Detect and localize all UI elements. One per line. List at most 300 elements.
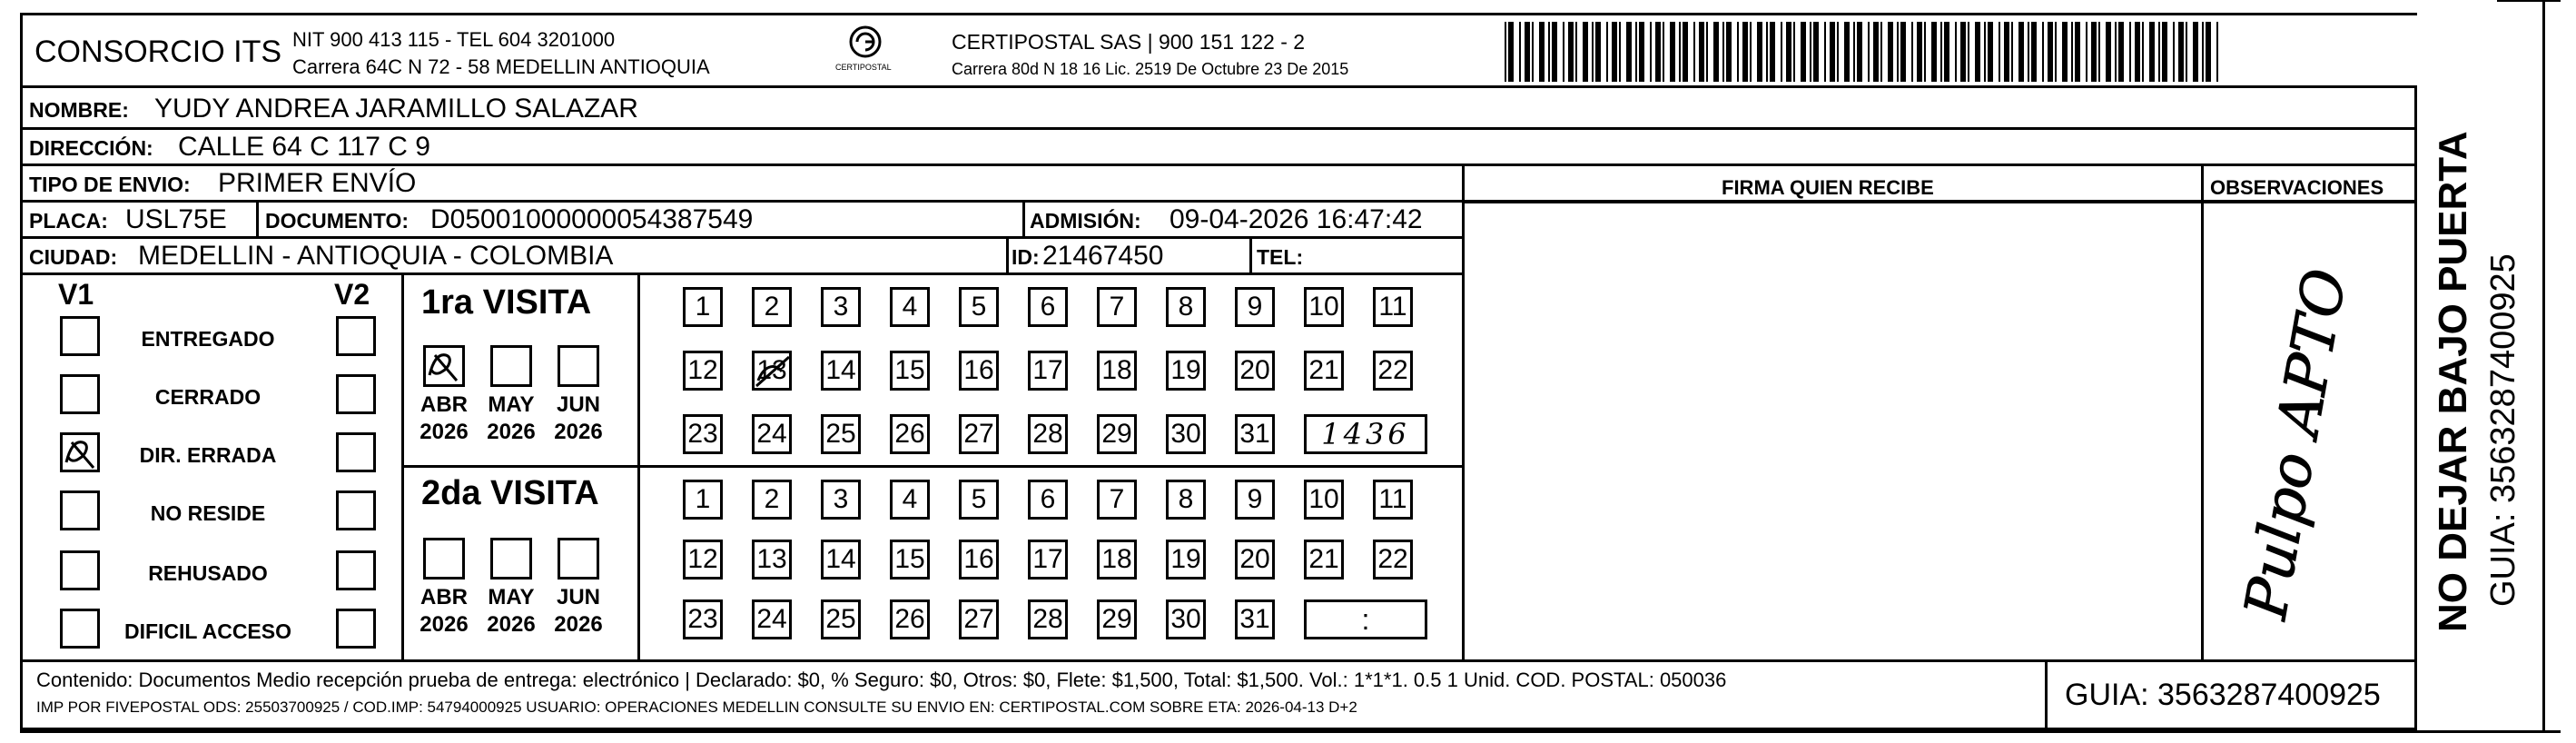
day-number: 5 xyxy=(971,484,987,514)
side-warning: NO DEJAR BAJO PUERTA xyxy=(2431,131,2475,632)
barcode-bar xyxy=(1742,22,1748,82)
first-visit-day-23[interactable] xyxy=(683,414,723,454)
barcode-bar xyxy=(1525,22,1530,82)
day-number: 30 xyxy=(1170,419,1201,449)
recipient-name: YUDY ANDREA JARAMILLO SALAZAR xyxy=(154,94,638,124)
first-visit-day-2[interactable] xyxy=(752,287,792,327)
day-number: 16 xyxy=(963,355,994,385)
barcode-bar xyxy=(1944,22,1949,82)
barcode-bar xyxy=(1837,22,1839,82)
barcode-bar xyxy=(1770,22,1775,82)
first-visit-day-28[interactable] xyxy=(1028,414,1068,454)
first-visit-day-26[interactable] xyxy=(890,414,930,454)
v2-checkbox-2[interactable] xyxy=(336,374,376,414)
year-label: 2026 xyxy=(419,420,469,444)
plate-label: PLACA: xyxy=(29,209,108,233)
first-visit-day-14[interactable] xyxy=(821,351,861,391)
second-visit-day-8[interactable] xyxy=(1166,480,1206,520)
barcode-bar xyxy=(1766,22,1768,82)
day-number: 26 xyxy=(894,419,925,449)
second-visit-day-11[interactable] xyxy=(1373,480,1413,520)
barcode-bar xyxy=(1900,22,1906,82)
barcode-bar xyxy=(2028,22,2029,82)
first-visit-time-handwritten: 1436 xyxy=(1321,417,1410,451)
first-visit-day-27[interactable] xyxy=(959,414,999,454)
barcode-bar xyxy=(2193,22,2198,82)
barcode-bar xyxy=(1626,22,1632,82)
barcode-bar xyxy=(1940,22,1942,82)
barcode-bar xyxy=(1699,22,1704,82)
day-number: 17 xyxy=(1032,355,1063,385)
first-visit-day-1[interactable] xyxy=(683,287,723,327)
second-visit-title: 2da VISITA xyxy=(421,474,599,512)
barcode-bar xyxy=(1619,22,1621,82)
barcode-bar xyxy=(2062,22,2068,82)
first-visit-day-6[interactable] xyxy=(1028,287,1068,327)
barcode-bar xyxy=(2129,22,2131,82)
day-number: 21 xyxy=(1308,544,1339,574)
first-visit-day-11[interactable] xyxy=(1373,287,1413,327)
day-number: 2 xyxy=(764,484,780,514)
handwritten-check-mark xyxy=(426,348,462,384)
barcode-bar xyxy=(1931,22,1937,82)
barcode-bar xyxy=(1844,22,1850,82)
first-visit-day-4[interactable] xyxy=(890,287,930,327)
barcode-bar xyxy=(2098,22,2100,82)
month-label: MAY xyxy=(488,392,535,417)
day-number: 7 xyxy=(1109,292,1125,322)
barcode-bar xyxy=(1917,22,1922,82)
first-visit-day-30[interactable] xyxy=(1166,414,1206,454)
shipping-type: PRIMER ENVÍO xyxy=(218,168,417,198)
company-name: CONSORCIO ITS xyxy=(35,35,282,69)
barcode-bar xyxy=(2018,22,2024,82)
day-number: 31 xyxy=(1239,419,1270,449)
year-label: 2026 xyxy=(487,612,536,637)
barcode-bar xyxy=(2042,22,2044,82)
first-visit-day-19[interactable] xyxy=(1166,351,1206,391)
second-visit-day-30[interactable] xyxy=(1166,599,1206,639)
second-visit-day-19[interactable] xyxy=(1166,540,1206,580)
v1-checkbox-4[interactable] xyxy=(60,490,100,530)
phone-label: TEL: xyxy=(1257,245,1304,269)
v2-checkbox-3[interactable] xyxy=(336,432,376,472)
barcode-bar xyxy=(1813,22,1819,82)
first-visit-day-21[interactable] xyxy=(1304,351,1344,391)
barcode-bar xyxy=(1663,22,1664,82)
first-visit-day-25[interactable] xyxy=(821,414,861,454)
second-visit-day-16[interactable] xyxy=(959,540,999,580)
side-text-container xyxy=(2419,91,2542,636)
first-visit-day-10[interactable] xyxy=(1304,287,1344,327)
first-visit-day-29[interactable] xyxy=(1097,414,1137,454)
day-number: 9 xyxy=(1247,292,1263,322)
barcode-bar xyxy=(1650,22,1652,82)
second-visit-month-checkbox-abr[interactable] xyxy=(423,538,465,580)
month-label: JUN xyxy=(556,585,600,609)
barcode-bar xyxy=(1853,22,1855,82)
second-visit-day-24[interactable] xyxy=(752,599,792,639)
day-number: 8 xyxy=(1178,292,1194,322)
first-visit-time-box[interactable] xyxy=(1304,414,1427,454)
day-number: 28 xyxy=(1032,419,1063,449)
carrier-line-2: Carrera 80d N 18 16 Lic. 2519 De Octubre 23 De 2015 xyxy=(952,60,1349,78)
day-number: 1 xyxy=(695,292,711,322)
second-visit-day-6[interactable] xyxy=(1028,480,1068,520)
v2-checkbox-1[interactable] xyxy=(336,316,376,356)
second-visit-day-27[interactable] xyxy=(959,599,999,639)
barcode-bar xyxy=(2142,22,2144,82)
observations-handwritten-text: Pulpo APTO xyxy=(2232,263,2361,624)
day-number: 29 xyxy=(1101,419,1132,449)
barcode-bar xyxy=(1968,22,1969,82)
day-number: 10 xyxy=(1308,292,1339,322)
status-label: ENTREGADO xyxy=(141,327,275,351)
first-visit-day-12[interactable] xyxy=(683,351,723,391)
barcode-bar xyxy=(1830,22,1835,82)
day-number: 10 xyxy=(1308,484,1339,514)
barcode-bar xyxy=(1595,22,1601,82)
barcode-bar xyxy=(1793,22,1795,82)
carrier-line-1: CERTIPOSTAL SAS | 900 151 122 - 2 xyxy=(952,30,1306,54)
plate-value: USL75E xyxy=(125,204,227,234)
month-label: JUN xyxy=(556,392,600,417)
barcode-bar xyxy=(1519,22,1521,82)
v2-checkbox-6[interactable] xyxy=(336,609,376,649)
barcode-bar xyxy=(1612,22,1617,82)
second-visit-day-1[interactable] xyxy=(683,480,723,520)
barcode-bar xyxy=(2158,22,2160,82)
barcode-bar xyxy=(1955,22,1957,82)
second-visit-day-7[interactable] xyxy=(1097,480,1137,520)
first-visit-day-3[interactable] xyxy=(821,287,861,327)
status-label: REHUSADO xyxy=(148,561,268,585)
day-number: 18 xyxy=(1101,544,1132,574)
day-number: 12 xyxy=(687,544,718,574)
barcode-bar xyxy=(2173,22,2175,82)
logo-text: CERTIPOSTAL xyxy=(835,63,892,72)
first-visit-month-checkbox-jun[interactable] xyxy=(558,345,599,387)
day-number: 9 xyxy=(1247,484,1263,514)
barcode-bar xyxy=(2162,22,2167,82)
day-number: 7 xyxy=(1109,484,1125,514)
city-label: CIUDAD: xyxy=(29,245,118,269)
second-visit-day-18[interactable] xyxy=(1097,540,1137,580)
barcode-bar xyxy=(2202,22,2204,82)
v1-checkbox-2[interactable] xyxy=(60,374,100,414)
barcode-bar xyxy=(1655,22,1661,82)
day-number: 13 xyxy=(756,355,787,385)
barcode-bar xyxy=(2075,22,2080,82)
barcode-bar xyxy=(2216,22,2218,82)
month-label: ABR xyxy=(420,585,468,609)
barcode-bar xyxy=(1693,22,1695,82)
day-number: 25 xyxy=(825,604,856,634)
barcode-bar xyxy=(1606,22,1608,82)
status-label: CERRADO xyxy=(154,385,262,409)
day-number: 15 xyxy=(894,355,925,385)
second-visit-day-9[interactable] xyxy=(1235,480,1275,520)
day-number: 4 xyxy=(902,292,918,322)
barcode-bar xyxy=(2048,22,2053,82)
company-line-1: NIT 900 413 115 - TEL 604 3201000 xyxy=(292,28,616,51)
document-label: DOCUMENTO: xyxy=(265,209,410,233)
barcode-bar xyxy=(1924,22,1926,82)
day-number: 8 xyxy=(1178,484,1194,514)
barcode-bar xyxy=(1757,22,1762,82)
barcode-bar xyxy=(2149,22,2155,82)
second-visit-day-15[interactable] xyxy=(890,540,930,580)
second-visit-day-20[interactable] xyxy=(1235,540,1275,580)
day-number: 16 xyxy=(963,544,994,574)
barcode-bar xyxy=(2011,22,2013,82)
v1-label: V1 xyxy=(58,278,94,311)
observations-area[interactable] xyxy=(2205,203,2413,659)
city-value: MEDELLIN - ANTIOQUIA - COLOMBIA xyxy=(138,241,614,271)
first-visit-day-16[interactable] xyxy=(959,351,999,391)
barcode-bar xyxy=(2071,22,2073,82)
second-visit-day-31[interactable] xyxy=(1235,599,1275,639)
barcode-bar xyxy=(1801,22,1806,82)
second-visit-day-21[interactable] xyxy=(1304,540,1344,580)
barcode-bar xyxy=(1888,22,1893,82)
v1-checkbox-3[interactable] xyxy=(60,432,100,472)
handwritten-check-mark xyxy=(63,435,99,471)
barcode-bar xyxy=(1575,22,1577,82)
day-number: 27 xyxy=(963,604,994,634)
barcode-bar xyxy=(1999,22,2000,82)
barcode-bar xyxy=(1505,22,1506,82)
v1-checkbox-1[interactable] xyxy=(60,316,100,356)
barcode-bar xyxy=(2055,22,2057,82)
barcode-bar xyxy=(2031,22,2037,82)
barcode-bar xyxy=(2135,22,2140,82)
year-label: 2026 xyxy=(554,420,603,444)
company-line-2: Carrera 64C N 72 - 58 MEDELLIN ANTIOQUIA xyxy=(292,55,710,78)
observations-header: OBSERVACIONES xyxy=(2210,176,2384,199)
barcode-bar xyxy=(2115,22,2117,82)
barcode-bar xyxy=(1868,22,1870,82)
barcode-bar xyxy=(2004,22,2009,82)
id-label: ID: xyxy=(1012,245,1040,269)
barcode-bar xyxy=(1683,22,1688,82)
day-number: 15 xyxy=(894,544,925,574)
day-number: 19 xyxy=(1170,544,1201,574)
footer-line-1: Contenido: Documentos Medio recepción prueba de entrega: electrónico | Declarado: $0, % Seguro: $0, Otros: $0, Flete: $1,500, Total: $1,500. Vol.: 1*1*1. 0.5 1 Unid. COD. POSTAL: 050036 xyxy=(36,669,1727,691)
day-number: 6 xyxy=(1040,292,1056,322)
admission-value: 09-04-2026 16:47:42 xyxy=(1170,204,1423,234)
second-visit-day-13[interactable] xyxy=(752,540,792,580)
barcode-bar xyxy=(2118,22,2124,82)
barcode-bar xyxy=(1539,22,1545,82)
barcode-bar xyxy=(2206,22,2211,82)
barcode-bar xyxy=(1548,22,1550,82)
barcode-bar xyxy=(1679,22,1681,82)
barcode-bar xyxy=(2086,22,2087,82)
v2-checkbox-5[interactable] xyxy=(336,550,376,590)
first-visit-day-20[interactable] xyxy=(1235,351,1275,391)
first-visit-day-22[interactable] xyxy=(1373,351,1413,391)
barcode-bar xyxy=(1592,22,1594,82)
status-label: DIFICIL ACCESO xyxy=(123,619,291,643)
barcode-bar xyxy=(2186,22,2187,82)
day-number: 3 xyxy=(833,484,849,514)
barcode-bar xyxy=(1532,22,1534,82)
second-visit-day-14[interactable] xyxy=(821,540,861,580)
barcode-bar xyxy=(1726,22,1732,82)
first-visit-day-24[interactable] xyxy=(752,414,792,454)
barcode-icon xyxy=(1503,20,2227,84)
barcode-bar xyxy=(1975,22,1980,82)
second-visit-day-22[interactable] xyxy=(1373,540,1413,580)
side-guide: GUIA: 3563287400925 xyxy=(2484,253,2522,607)
admission-label: ADMISIÓN: xyxy=(1030,209,1141,233)
day-number: 1 xyxy=(695,484,711,514)
certipostal-logo xyxy=(834,24,897,80)
day-number: 6 xyxy=(1040,484,1056,514)
second-visit-day-25[interactable] xyxy=(821,599,861,639)
day-number: 24 xyxy=(756,419,787,449)
first-visit-day-18[interactable] xyxy=(1097,351,1137,391)
barcode-bar xyxy=(1750,22,1752,82)
address-label: DIRECCIÓN: xyxy=(29,136,153,160)
id-value: 21467450 xyxy=(1042,241,1164,271)
barcode-bar xyxy=(1824,22,1826,82)
barcode-bar xyxy=(1873,22,1879,82)
v1-checkbox-6[interactable] xyxy=(60,609,100,649)
month-label: MAY xyxy=(488,585,535,609)
second-visit-time-box[interactable] xyxy=(1304,599,1427,639)
second-visit-month-checkbox-jun[interactable] xyxy=(558,538,599,580)
barcode-bar xyxy=(1984,22,1986,82)
second-visit-day-3[interactable] xyxy=(821,480,861,520)
day-number: 20 xyxy=(1239,355,1270,385)
day-number: 23 xyxy=(687,604,718,634)
barcode-bar xyxy=(1722,22,1724,82)
day-number: 11 xyxy=(1378,292,1407,322)
day-number: 24 xyxy=(756,604,787,634)
second-visit-day-10[interactable] xyxy=(1304,480,1344,520)
second-visit-day-17[interactable] xyxy=(1028,540,1068,580)
second-visit-day-4[interactable] xyxy=(890,480,930,520)
barcode-bar xyxy=(1670,22,1675,82)
day-number: 25 xyxy=(825,419,856,449)
first-visit-day-7[interactable] xyxy=(1097,287,1137,327)
day-number: 12 xyxy=(687,355,718,385)
day-number: 14 xyxy=(825,544,856,574)
barcode-bar xyxy=(1563,22,1564,82)
day-cross-mark xyxy=(755,353,789,388)
barcode-bar xyxy=(1988,22,1993,82)
day-number: 26 xyxy=(894,604,925,634)
first-visit-day-8[interactable] xyxy=(1166,287,1206,327)
day-number: 22 xyxy=(1377,544,1408,574)
second-visit-time-separator: : xyxy=(1361,602,1370,636)
footer-line-2: IMP POR FIVEPOSTAL ODS: 25503700925 / COD.IMP: 54794000925 USUARIO: OPERACIONES MEDELLIN CONSULTE SU ENVIO EN: CERTIPOSTAL.COM SOBRE ETA: 2026-04-13 D+2 xyxy=(36,698,1357,716)
second-visit-day-28[interactable] xyxy=(1028,599,1068,639)
first-visit-day-15[interactable] xyxy=(890,351,930,391)
v2-checkbox-4[interactable] xyxy=(336,490,376,530)
day-number: 22 xyxy=(1377,355,1408,385)
document-value: D05001000000054387549 xyxy=(430,204,754,234)
day-number: 19 xyxy=(1170,355,1201,385)
day-number: 31 xyxy=(1239,604,1270,634)
first-visit-month-checkbox-may[interactable] xyxy=(490,345,532,387)
barcode-bar xyxy=(1713,22,1719,82)
v1-checkbox-5[interactable] xyxy=(60,550,100,590)
day-number: 5 xyxy=(971,292,987,322)
status-label: NO RESIDE xyxy=(150,501,266,525)
second-visit-day-2[interactable] xyxy=(752,480,792,520)
barcode-bar xyxy=(1911,22,1913,82)
v2-label: V2 xyxy=(334,278,370,311)
day-number: 18 xyxy=(1101,355,1132,385)
day-number: 30 xyxy=(1170,604,1201,634)
year-label: 2026 xyxy=(554,612,603,637)
month-label: ABR xyxy=(420,392,468,417)
barcode-bar xyxy=(2106,22,2111,82)
second-visit-day-12[interactable] xyxy=(683,540,723,580)
first-visit-day-9[interactable] xyxy=(1235,287,1275,327)
first-visit-month-checkbox-abr[interactable] xyxy=(423,345,465,387)
day-number: 13 xyxy=(756,544,787,574)
second-visit-day-29[interactable] xyxy=(1097,599,1137,639)
barcode-bar xyxy=(1706,22,1708,82)
first-visit-title: 1ra VISITA xyxy=(421,283,592,322)
year-label: 2026 xyxy=(419,612,469,637)
day-number: 29 xyxy=(1101,604,1132,634)
day-number: 2 xyxy=(764,292,780,322)
barcode-bar xyxy=(1857,22,1862,82)
observations-handwriting xyxy=(2205,203,2413,659)
day-number: 14 xyxy=(825,355,856,385)
day-number: 4 xyxy=(902,484,918,514)
day-number: 20 xyxy=(1239,544,1270,574)
barcode-bar xyxy=(1781,22,1782,82)
day-number: 11 xyxy=(1378,484,1407,514)
day-number: 23 xyxy=(687,419,718,449)
barcode-bar xyxy=(1552,22,1557,82)
barcode-bar xyxy=(2091,22,2097,82)
signature-header: FIRMA QUIEN RECIBE xyxy=(1722,176,1934,199)
year-label: 2026 xyxy=(487,420,536,444)
barcode-bar xyxy=(1508,22,1514,82)
status-label: DIR. ERRADA xyxy=(139,443,277,467)
first-visit-day-5[interactable] xyxy=(959,287,999,327)
first-visit-day-17[interactable] xyxy=(1028,351,1068,391)
first-visit-day-13[interactable] xyxy=(752,351,792,391)
second-visit-day-5[interactable] xyxy=(959,480,999,520)
first-visit-day-31[interactable] xyxy=(1235,414,1275,454)
signature-area[interactable] xyxy=(1466,203,2199,659)
day-number: 27 xyxy=(963,419,994,449)
second-visit-month-checkbox-may[interactable] xyxy=(490,538,532,580)
second-visit-day-26[interactable] xyxy=(890,599,930,639)
barcode-bar xyxy=(1897,22,1899,82)
footer-guide: GUIA: 3563287400925 xyxy=(2065,678,2381,712)
second-visit-day-23[interactable] xyxy=(683,599,723,639)
barcode-bar xyxy=(1639,22,1644,82)
day-number: 3 xyxy=(833,292,849,322)
shipping-type-label: TIPO DE ENVIO: xyxy=(29,173,191,196)
day-number: 21 xyxy=(1308,355,1339,385)
barcode-bar xyxy=(1568,22,1574,82)
barcode-bar xyxy=(1583,22,1588,82)
barcode-bar xyxy=(1880,22,1882,82)
recipient-address: CALLE 64 C 117 C 9 xyxy=(178,132,430,162)
barcode-bar xyxy=(1960,22,1966,82)
barcode-bar xyxy=(2178,22,2184,82)
